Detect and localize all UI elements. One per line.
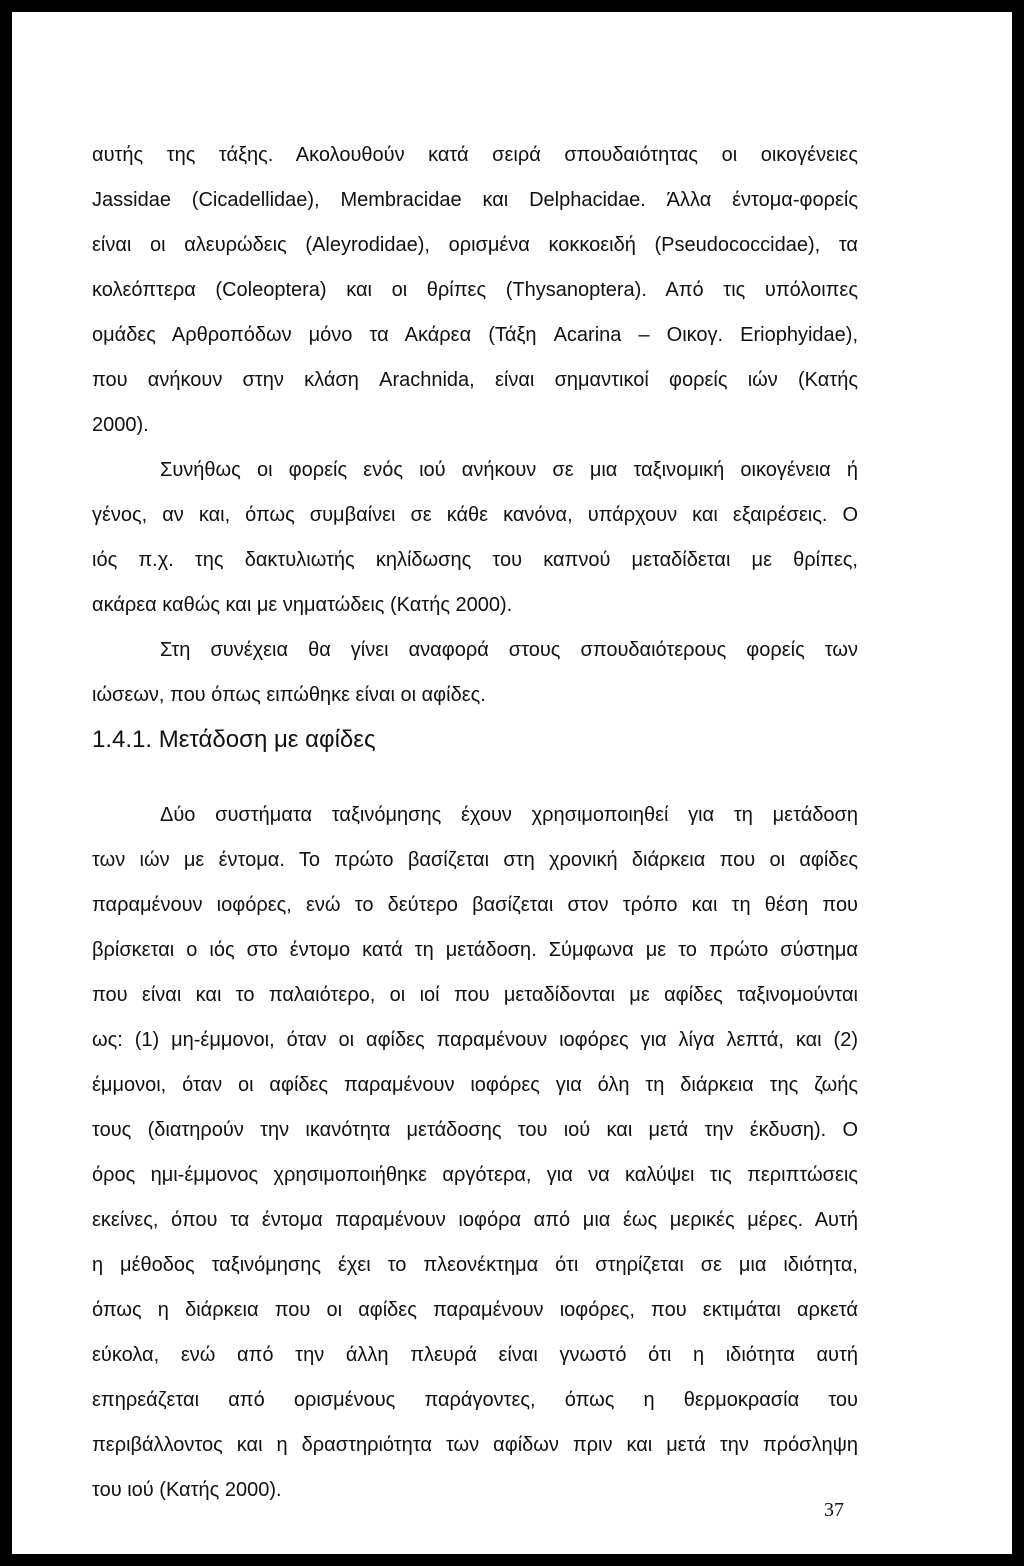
text-line: τους (διατηρούν την ικανότητα μετάδοσης του ιού και μετά την έκδυση). Ο	[92, 1119, 858, 1141]
text-line: η μέθοδος ταξινόμησης έχει το πλεονέκτημα ότι στηρίζεται σε μια ιδιότητα,	[92, 1254, 858, 1276]
text-line: επηρεάζεται από ορισμένους παράγοντες, όπως η θερμοκρασία του	[92, 1389, 858, 1411]
text-line: Συνήθως οι φορείς ενός ιού ανήκουν σε μια ταξινομική οικογένεια ή	[160, 459, 858, 481]
text-line: ομάδες Αρθροπόδων μόνο τα Ακάρεα (Τάξη Acarina – Οικογ. Eriophyidae),	[92, 324, 858, 346]
text-line: ακάρεα καθώς και με νηματώδεις (Κατής 2000).	[92, 594, 513, 616]
text-line: ιός π.χ. της δακτυλιωτής κηλίδωσης του καπνού μεταδίδεται με θρίπες,	[92, 549, 858, 571]
section-heading: 1.4.1. Μετάδοση με αφίδες	[92, 726, 376, 753]
text-line: παραμένουν ιοφόρες, ενώ το δεύτερο βασίζεται στον τρόπο και τη θέση που	[92, 894, 858, 916]
text-line: έμμονοι, όταν οι αφίδες παραμένουν ιοφόρες για όλη τη διάρκεια της ζωής	[92, 1074, 858, 1096]
text-line: βρίσκεται ο ιός στο έντομο κατά τη μετάδοση. Σύμφωνα με το πρώτο σύστημα	[92, 939, 858, 961]
text-line: Δύο συστήματα ταξινόμησης έχουν χρησιμοποιηθεί για τη μετάδοση	[160, 804, 858, 826]
text-line: 2000).	[92, 414, 149, 436]
text-line: που είναι και το παλαιότερο, οι ιοί που μεταδίδονται με αφίδες ταξινομούνται	[92, 984, 858, 1006]
text-line: ιώσεων, που όπως ειπώθηκε είναι οι αφίδες.	[92, 684, 486, 706]
text-line: αυτής της τάξης. Ακολουθούν κατά σειρά σπουδαιότητας οι οικογένειες	[92, 144, 858, 166]
text-line: περιβάλλοντος και η δραστηριότητα των αφίδων πριν και μετά την πρόσληψη	[92, 1434, 858, 1456]
document-sheet	[12, 12, 1012, 1554]
text-line: που ανήκουν στην κλάση Arachnida, είναι σημαντικοί φορείς ιών (Κατής	[92, 369, 858, 391]
text-line: όρος ημι-έμμονος χρησιμοποιήθηκε αργότερα, για να καλύψει τις περιπτώσεις	[92, 1164, 858, 1186]
text-line: Jassidae (Cicadellidae), Membracidae και Delphacidae. Άλλα έντομα-φορείς	[92, 189, 858, 211]
text-line: γένος, αν και, όπως συμβαίνει σε κάθε κανόνα, υπάρχουν και εξαιρέσεις. Ο	[92, 504, 858, 526]
text-line: Στη συνέχεια θα γίνει αναφορά στους σπουδαιότερους φορείς των	[160, 639, 858, 661]
text-line: ως: (1) μη-έμμονοι, όταν οι αφίδες παραμένουν ιοφόρες για λίγα λεπτά, και (2)	[92, 1029, 858, 1051]
text-line: είναι οι αλευρώδεις (Aleyrodidae), ορισμένα κοκκοειδή (Pseudococcidae), τα	[92, 234, 858, 256]
text-line: των ιών με έντομα. Το πρώτο βασίζεται στη χρονική διάρκεια που οι αφίδες	[92, 849, 858, 871]
text-line: εκείνες, όπου τα έντομα παραμένουν ιοφόρα από μια έως μερικές μέρες. Αυτή	[92, 1209, 858, 1231]
text-line: όπως η διάρκεια που οι αφίδες παραμένουν ιοφόρες, που εκτιμάται αρκετά	[92, 1299, 858, 1321]
text-line: του ιού (Κατής 2000).	[92, 1479, 282, 1501]
text-line: κολεόπτερα (Coleoptera) και οι θρίπες (Thysanoptera). Από τις υπόλοιπες	[92, 279, 858, 301]
text-line: εύκολα, ενώ από την άλλη πλευρά είναι γνωστό ότι η ιδιότητα αυτή	[92, 1344, 858, 1366]
page-number: 37	[824, 1499, 844, 1521]
